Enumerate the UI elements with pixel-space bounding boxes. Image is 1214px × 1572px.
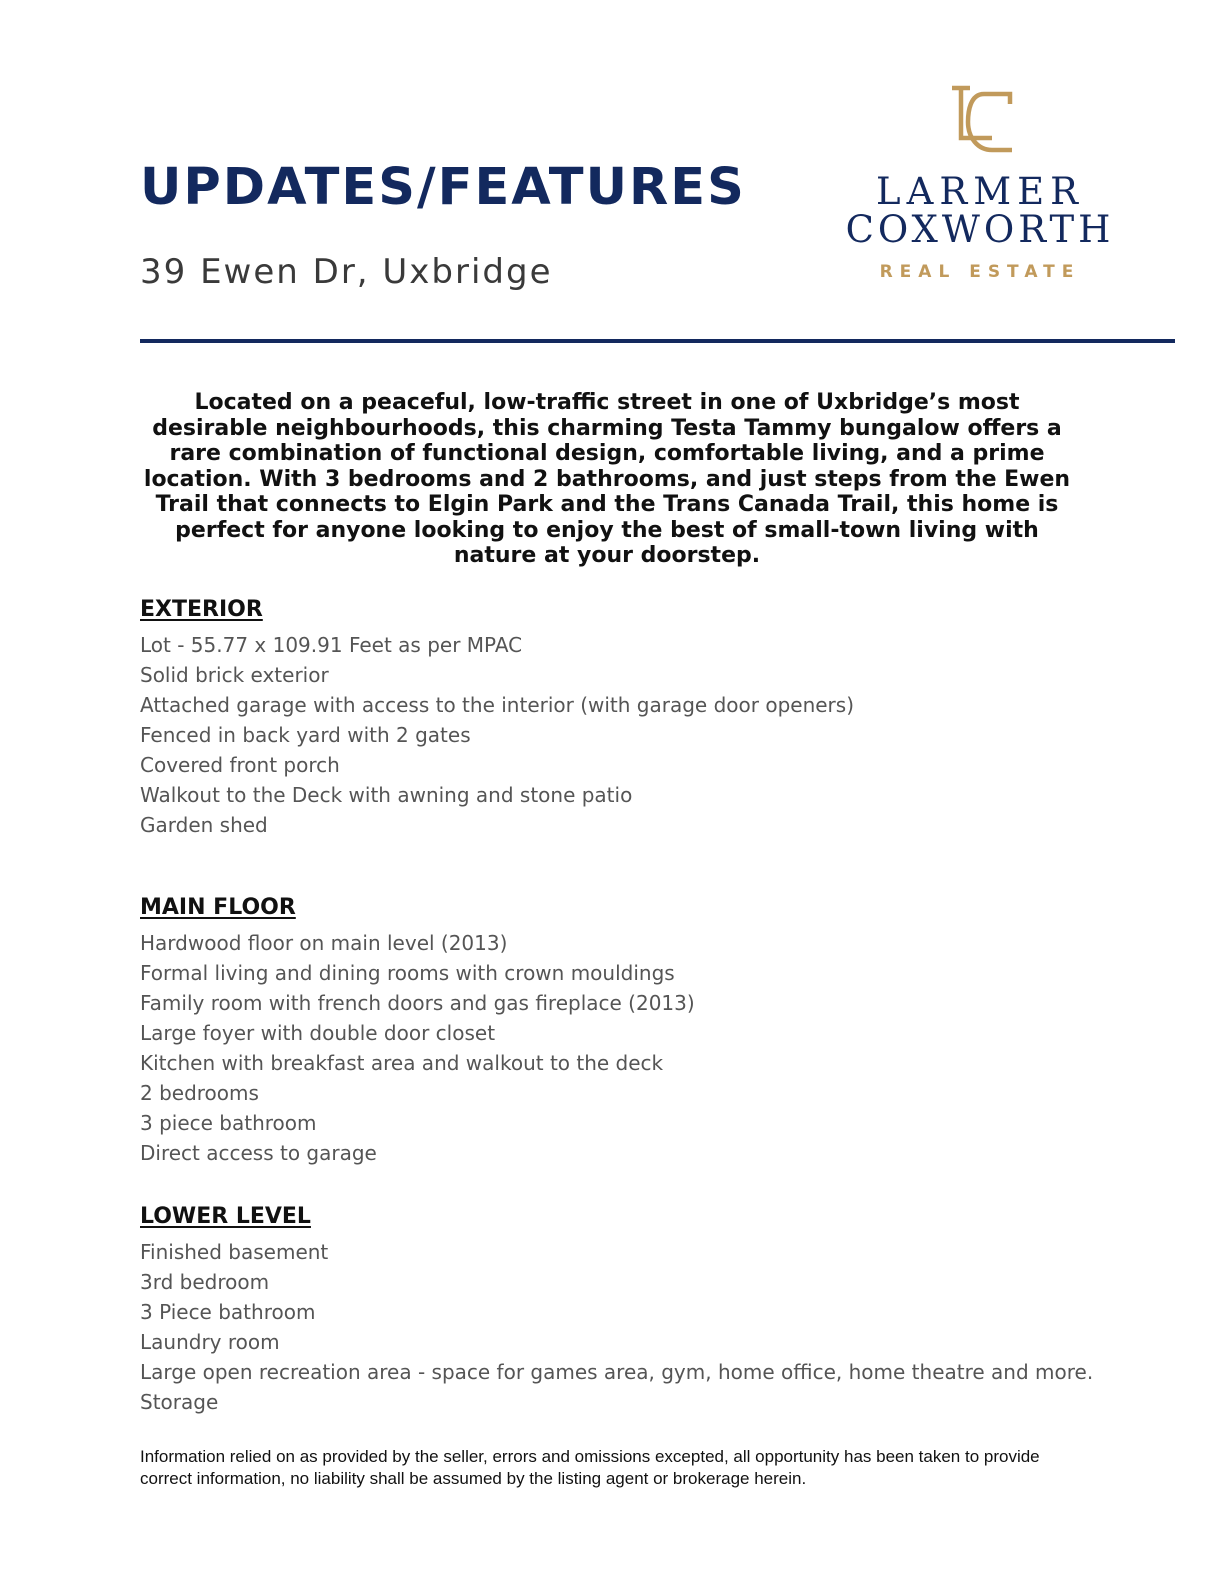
list-item: Attached garage with access to the interior (with garage door openers): [140, 693, 855, 717]
list-item: 2 bedrooms: [140, 1081, 259, 1105]
logo-tagline: REAL ESTATE: [879, 262, 1081, 282]
section-heading: MAIN FLOOR: [140, 895, 296, 920]
list-item: Kitchen with breakfast area and walkout to the deck: [140, 1051, 664, 1075]
list-item: Large foyer with double door closet: [140, 1021, 496, 1045]
section-main-floor: [140, 894, 1140, 1168]
page-title: UPDATES/FEATURES: [140, 158, 746, 217]
list-item: Large open recreation area - space for games area, gym, home office, home theatre and more.: [140, 1360, 1094, 1384]
disclaimer: Information relied on as provided by the seller, errors and omissions excepted, all opportunity has been taken to provide correct information, no liability shall be assumed by the listing agent or brokerage herein.: [140, 1447, 1040, 1488]
brokerage-logo: [830, 82, 1130, 292]
property-address: 39 Ewen Dr, Uxbridge: [140, 252, 553, 292]
list-item: Lot - 55.77 x 109.91 Feet as per MPAC: [140, 633, 523, 657]
list-item: Laundry room: [140, 1330, 280, 1354]
list-item: Garden shed: [140, 813, 268, 837]
feature-list: [140, 630, 1140, 840]
header-divider: [140, 339, 1175, 343]
lc-monogram-icon: [940, 82, 1020, 158]
section-heading: LOWER LEVEL: [140, 1204, 311, 1229]
intro-paragraph: Located on a peaceful, low-traffic street in one of Uxbridge’s most desirable neighbourhoods, this charming Testa Tammy bungalow offers a rare combination of functional design, comfortable living, and a prime location. With 3 bedrooms and 2 bathrooms, and just steps from the Ewen Trail that connects to Elgin Park and the Trans Canada Trail, this home is perfect for anyone looking to enjoy the best of small-town living with nature at your doorstep.: [143, 390, 1071, 568]
list-item: Direct access to garage: [140, 1141, 377, 1165]
feature-list: [140, 1237, 1140, 1417]
list-item: Formal living and dining rooms with crown mouldings: [140, 961, 675, 985]
feature-list: [140, 928, 1140, 1168]
list-item: Storage: [140, 1390, 219, 1414]
list-item: 3 Piece bathroom: [140, 1300, 316, 1324]
list-item: Family room with french doors and gas fireplace (2013): [140, 991, 695, 1015]
list-item: Covered front porch: [140, 753, 340, 777]
logo-line-larmer: LARMER: [876, 170, 1084, 213]
list-item: Solid brick exterior: [140, 663, 329, 687]
list-item: Hardwood floor on main level (2013): [140, 931, 508, 955]
list-item: Walkout to the Deck with awning and stone patio: [140, 783, 633, 807]
list-item: Finished basement: [140, 1240, 329, 1264]
section-heading: EXTERIOR: [140, 597, 263, 622]
section-lower-level: [140, 1203, 1140, 1417]
section-exterior: [140, 596, 1140, 840]
list-item: 3rd bedroom: [140, 1270, 270, 1294]
logo-line-coxworth: COXWORTH: [845, 208, 1115, 251]
list-item: Fenced in back yard with 2 gates: [140, 723, 471, 747]
list-item: 3 piece bathroom: [140, 1111, 317, 1135]
